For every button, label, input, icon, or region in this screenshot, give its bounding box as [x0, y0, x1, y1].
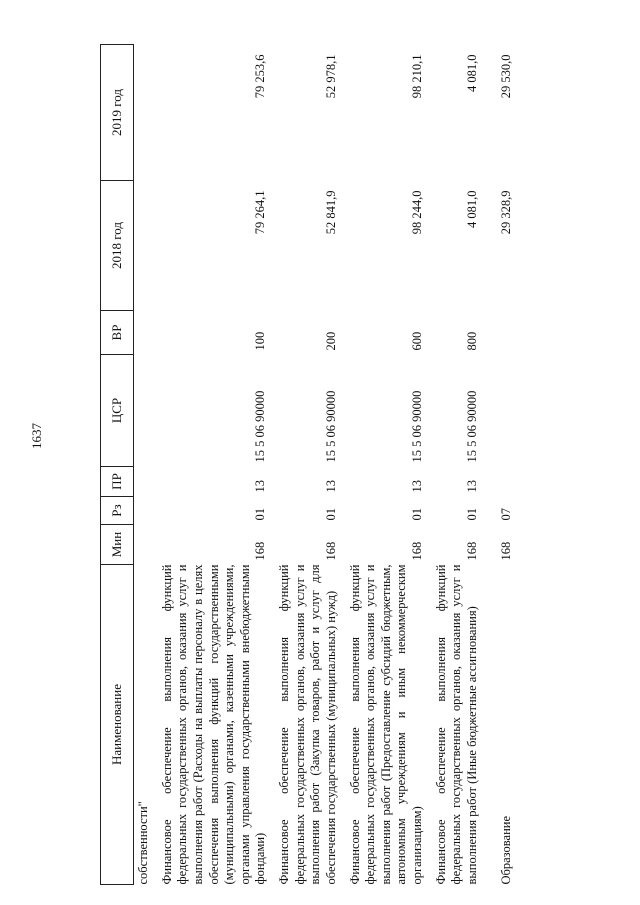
- row-name: Финансовое обеспечение выполнения функций федеральных государственных органов, оказания услуг и выполнения работ (Предоставление субсидий бюджетным, автономным учреждениям и иным некоммерческим организациям): [347, 564, 424, 885]
- row-2019: 98 210,1: [410, 54, 424, 99]
- continuation-text: собственности": [136, 801, 150, 885]
- row-2018: 79 264,1: [253, 190, 268, 235]
- header-name: Наименование: [101, 565, 134, 885]
- row-vr: 200: [323, 331, 338, 351]
- row-2019: 29 530,0: [498, 54, 513, 99]
- row-name: Образование: [498, 815, 513, 885]
- row-vr: 800: [464, 331, 479, 351]
- row-2019: 52 978,1: [323, 54, 338, 99]
- row-min: 168: [323, 541, 338, 561]
- page-number: 1637: [29, 423, 44, 449]
- row-min: 168: [253, 541, 268, 561]
- table-row: [275, 45, 346, 885]
- table-row: [497, 45, 521, 885]
- row-2018: 29 328,9: [498, 190, 513, 235]
- table-row: [158, 45, 275, 885]
- table-row: [346, 45, 432, 885]
- row-pr: [497, 467, 521, 497]
- header-2019: 2019 год: [101, 45, 134, 181]
- row-name: Финансовое обеспечение выполнения функций федеральных государственных органов, оказания услуг и выполнения работ (Иные бюджетные ассигнования): [433, 564, 479, 885]
- header-vr: ВР: [101, 311, 134, 355]
- header-csr: ЦСР: [101, 355, 134, 467]
- header-rz: Рз: [101, 497, 134, 525]
- budget-table: [100, 44, 520, 885]
- row-csr: 15 5 06 90000: [323, 390, 338, 463]
- row-pr: 13: [323, 480, 338, 493]
- row-rz: 07: [498, 508, 513, 521]
- row-csr: [497, 355, 521, 467]
- row-vr: 600: [410, 331, 424, 351]
- row-rz: 01: [410, 508, 424, 521]
- row-2018: 4 081,0: [464, 190, 479, 228]
- row-csr: 15 5 06 90000: [464, 390, 479, 463]
- row-2019: 79 253,6: [253, 54, 268, 99]
- header-pr: ПР: [101, 467, 134, 497]
- row-2018: 98 244,0: [410, 190, 424, 235]
- table-header-row: [101, 45, 134, 885]
- row-csr: 15 5 06 90000: [253, 390, 268, 463]
- row-2019: 4 081,0: [464, 54, 479, 92]
- row-2018: 52 841,9: [323, 190, 338, 235]
- row-pr: 13: [464, 480, 479, 493]
- header-min: Мин: [101, 525, 134, 565]
- table-row: [432, 45, 487, 885]
- row-name: Финансовое обеспечение выполнения функций федеральных государственных органов, оказания услуг и выполнения работ (Расходы на выплаты персоналу в целях обеспечения выполнения функций государственными (муниципальными) органами, казенными учреждениями, органами управления государственными внебюджетными фондами): [159, 564, 268, 885]
- row-pr: 13: [253, 480, 268, 493]
- row-pr: 13: [410, 480, 424, 493]
- row-min: 168: [498, 541, 513, 561]
- row-csr: 15 5 06 90000: [410, 390, 424, 463]
- row-min: 168: [464, 541, 479, 561]
- row-vr: 100: [253, 331, 268, 351]
- header-2018: 2018 год: [101, 181, 134, 311]
- row-rz: 01: [464, 508, 479, 521]
- continuation-row: [134, 45, 158, 885]
- budget-table-page: [100, 45, 620, 885]
- row-rz: 01: [323, 508, 338, 521]
- row-min: 168: [410, 541, 424, 561]
- row-name: Финансовое обеспечение выполнения функций федеральных государственных органов, оказания услуг и выполнения работ (Закупка товаров, работ и услуг для обеспечения государственных (муниципальных) нужд): [277, 564, 338, 885]
- row-vr: [497, 311, 521, 355]
- row-rz: 01: [253, 508, 268, 521]
